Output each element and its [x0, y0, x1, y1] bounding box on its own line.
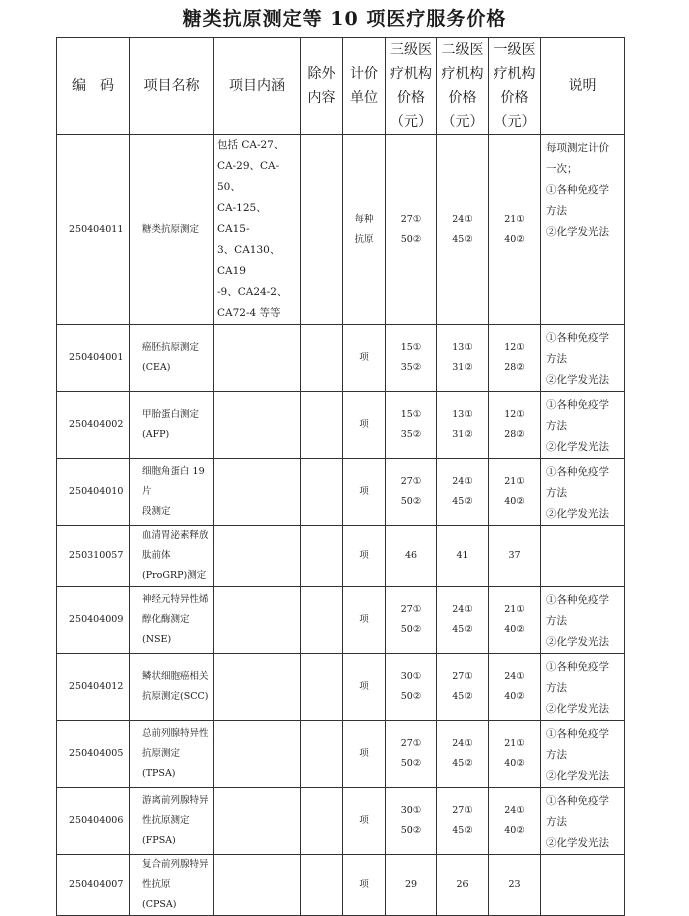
price-level3 — [386, 526, 437, 587]
price-level1 — [489, 459, 541, 526]
price-level2 — [437, 855, 489, 916]
cell-line: 包括 CA-27、 — [217, 139, 285, 151]
cell-line: 40② — [504, 691, 525, 702]
item-content — [214, 855, 301, 916]
cell-line: 12① — [504, 409, 525, 420]
item-note — [541, 721, 625, 788]
cell-line: 30① — [400, 671, 422, 682]
price-level1 — [489, 654, 541, 721]
cell-line: ①各种免疫学 — [546, 184, 609, 196]
cell-line: 35② — [400, 429, 422, 440]
header-unit — [343, 38, 386, 135]
item-unit — [343, 788, 386, 855]
cell-line: 疗机构 — [493, 66, 536, 82]
table-row — [57, 392, 625, 459]
price-level2 — [437, 721, 489, 788]
cell-line: ②化学发光法 — [546, 508, 609, 520]
item-name — [130, 392, 214, 459]
cell-line: 价格 — [448, 90, 477, 106]
cell-line: -9、CA24-2、 — [217, 286, 288, 298]
cell-line: 项 — [359, 815, 369, 826]
table-row — [57, 721, 625, 788]
cell-line: 项 — [359, 486, 369, 497]
item-note — [541, 587, 625, 654]
item-unit — [343, 855, 386, 916]
cell-line: 一级医 — [493, 42, 536, 58]
cell-line: 28② — [504, 362, 525, 373]
item-note — [541, 526, 625, 587]
price-level2 — [437, 459, 489, 526]
cell-line: 方法 — [546, 205, 567, 217]
price-level2 — [437, 587, 489, 654]
cell-line: 癌胚抗原测定 — [142, 342, 200, 353]
cell-line: 27① — [452, 805, 473, 816]
item-code: 250404001 — [57, 325, 130, 392]
cell-line: 方法 — [546, 682, 567, 694]
cell-line: ①各种免疫学 — [546, 661, 609, 673]
cell-line: 45② — [452, 624, 473, 635]
item-unit — [343, 325, 386, 392]
table-row — [57, 855, 625, 916]
cell-line: 30① — [400, 805, 422, 816]
price-level3 — [386, 654, 437, 721]
cell-line: 15① — [400, 342, 422, 353]
cell-line: 细胞角蛋白 19 片 — [142, 466, 205, 497]
price-level3 — [386, 587, 437, 654]
price-level1 — [489, 135, 541, 325]
item-code: 250404009 — [57, 587, 130, 654]
cell-line: 21① — [504, 476, 525, 487]
cell-line: （元） — [493, 114, 536, 130]
cell-line: 50② — [400, 691, 422, 702]
cell-line: ①各种免疫学 — [546, 399, 609, 411]
cell-line: 三级医 — [390, 42, 432, 58]
cell-line: 13① — [452, 342, 473, 353]
item-name — [130, 654, 214, 721]
item-note — [541, 135, 625, 325]
item-code: 250404002 — [57, 392, 130, 459]
item-content — [214, 788, 301, 855]
document-title: 糖类抗原测定等 10 项医疗服务价格 — [182, 8, 507, 30]
cell-line: 13① — [452, 409, 473, 420]
cell-line: 37 — [508, 550, 521, 561]
cell-line: 12① — [504, 342, 525, 353]
cell-line: 项 — [359, 419, 369, 430]
item-content — [214, 587, 301, 654]
item-name — [130, 587, 214, 654]
cell-line: (AFP) — [142, 429, 170, 440]
price-level1 — [489, 788, 541, 855]
cell-line: （元） — [390, 114, 432, 130]
price-level3 — [386, 721, 437, 788]
cell-line: 27① — [400, 738, 422, 749]
cell-line: 24① — [452, 738, 473, 749]
table-row — [57, 135, 625, 325]
cell-line: ②化学发光法 — [546, 837, 609, 849]
header-code: 编 码 — [57, 38, 130, 135]
cell-line: ①各种免疫学 — [546, 466, 609, 478]
cell-line: 45② — [452, 758, 473, 769]
cell-line: 45② — [452, 691, 473, 702]
cell-line: 醇化酶测定(NSE) — [142, 614, 190, 645]
item-excluded — [301, 788, 343, 855]
item-content — [214, 135, 301, 325]
header-name: 项目名称 — [130, 38, 214, 135]
header-row — [57, 38, 625, 135]
cell-line: (ProGRP)测定 — [142, 570, 207, 581]
item-code: 250404006 — [57, 788, 130, 855]
item-excluded — [301, 325, 343, 392]
item-name — [130, 855, 214, 916]
cell-line: 神经元特异性烯 — [142, 594, 209, 605]
item-name — [130, 721, 214, 788]
cell-line: 性抗原 — [142, 879, 171, 890]
cell-line: （元） — [441, 114, 484, 130]
cell-line: 抗原测定(SCC) — [142, 691, 209, 702]
item-unit — [343, 459, 386, 526]
item-note — [541, 392, 625, 459]
cell-line: 项 — [359, 352, 369, 363]
item-code: 250404012 — [57, 654, 130, 721]
cell-line: 27① — [400, 213, 422, 225]
cell-line: 方法 — [546, 749, 567, 761]
item-unit — [343, 587, 386, 654]
item-note — [541, 654, 625, 721]
price-level2 — [437, 392, 489, 459]
cell-line: 24① — [452, 476, 473, 487]
item-content — [214, 654, 301, 721]
cell-line: 抗原测定(TPSA) — [142, 748, 181, 779]
price-level2 — [437, 526, 489, 587]
item-unit — [343, 392, 386, 459]
header-price-level3 — [386, 38, 437, 135]
cell-line: 项 — [359, 748, 369, 759]
item-content — [214, 526, 301, 587]
cell-line: 50② — [400, 233, 422, 245]
cell-line: 24① — [452, 604, 473, 615]
cell-line: 计价 — [350, 66, 378, 82]
cell-line: 甲胎蛋白测定 — [142, 409, 200, 420]
cell-line: 总前列腺特异性 — [142, 728, 209, 739]
price-level3 — [386, 788, 437, 855]
cell-line: 40② — [504, 624, 525, 635]
price-level1 — [489, 855, 541, 916]
cell-line: CA-125、CA15- — [217, 202, 267, 235]
price-level3 — [386, 325, 437, 392]
cell-line: 肽前体 — [142, 550, 171, 561]
header-note: 说明 — [541, 38, 625, 135]
cell-line: 24① — [504, 805, 525, 816]
cell-line: 15① — [400, 409, 422, 420]
cell-line: ②化学发光法 — [546, 770, 609, 782]
item-excluded — [301, 721, 343, 788]
cell-line: ①各种免疫学 — [546, 728, 609, 740]
cell-line: ②化学发光法 — [546, 636, 609, 648]
cell-line: (CEA) — [142, 362, 171, 373]
header-price-level2 — [437, 38, 489, 135]
cell-line: 二级医 — [441, 42, 484, 58]
price-level1 — [489, 721, 541, 788]
item-content — [214, 459, 301, 526]
cell-line: 3、CA130、CA19 — [217, 244, 281, 277]
item-name — [130, 135, 214, 325]
cell-line: ①各种免疫学 — [546, 332, 609, 344]
item-excluded — [301, 855, 343, 916]
cell-line: 41 — [456, 550, 469, 561]
price-level2 — [437, 135, 489, 325]
cell-line: 40② — [504, 825, 525, 836]
price-level3 — [386, 135, 437, 325]
item-code: 250310057 — [57, 526, 130, 587]
item-name — [130, 459, 214, 526]
price-level3 — [386, 459, 437, 526]
item-code: 250404005 — [57, 721, 130, 788]
item-excluded — [301, 587, 343, 654]
cell-line: 血清胃泌素释放 — [142, 530, 209, 541]
cell-line: 26 — [456, 879, 469, 890]
cell-line: 29 — [404, 879, 418, 890]
item-excluded — [301, 654, 343, 721]
cell-line: CA-29、CA-50、 — [217, 160, 280, 193]
price-level1 — [489, 526, 541, 587]
table-row — [57, 788, 625, 855]
cell-line: 方法 — [546, 420, 567, 432]
cell-line: 40② — [504, 496, 525, 507]
cell-line: 35② — [400, 362, 422, 373]
cell-line: 方法 — [546, 487, 567, 499]
item-note — [541, 325, 625, 392]
item-excluded — [301, 392, 343, 459]
item-note — [541, 459, 625, 526]
cell-line: 一次； — [546, 163, 578, 175]
item-unit — [343, 654, 386, 721]
item-note — [541, 788, 625, 855]
price-level3 — [386, 392, 437, 459]
cell-line: 45② — [452, 233, 473, 245]
header-content: 项目内涵 — [214, 38, 301, 135]
item-name — [130, 788, 214, 855]
cell-line: 性抗原测定 — [142, 815, 190, 826]
item-content — [214, 325, 301, 392]
cell-line: 价格 — [500, 90, 529, 106]
cell-line: 鳞状细胞癌相关 — [142, 671, 209, 682]
cell-line: ②化学发光法 — [546, 703, 609, 715]
cell-line: 23 — [508, 879, 521, 890]
table-row — [57, 587, 625, 654]
cell-line: (FPSA) — [142, 835, 176, 846]
price-level2 — [437, 325, 489, 392]
table-row — [57, 654, 625, 721]
price-level2 — [437, 654, 489, 721]
item-content — [214, 392, 301, 459]
cell-line: 方法 — [546, 816, 567, 828]
price-level1 — [489, 587, 541, 654]
cell-line: 项 — [359, 614, 369, 625]
cell-line: 段测定 — [142, 506, 171, 517]
cell-line: 21① — [504, 604, 525, 615]
table-body — [57, 135, 625, 916]
cell-line: 40② — [504, 233, 525, 245]
cell-line: 46 — [404, 550, 418, 561]
price-table — [56, 37, 625, 916]
table-row — [57, 325, 625, 392]
item-excluded — [301, 135, 343, 325]
cell-line: (CPSA) — [142, 899, 177, 910]
cell-line: 45② — [452, 496, 473, 507]
price-level3 — [386, 855, 437, 916]
cell-line: 50② — [400, 825, 422, 836]
item-code: 250404011 — [57, 135, 130, 325]
price-level1 — [489, 325, 541, 392]
cell-line: 40② — [504, 758, 525, 769]
cell-line: 除外 — [307, 66, 336, 82]
cell-line: 项 — [359, 681, 369, 692]
cell-line: 价格 — [397, 90, 425, 106]
header-price-level1 — [489, 38, 541, 135]
cell-line: 每项测定计价 — [546, 142, 609, 154]
cell-line: 45② — [452, 825, 473, 836]
price-level2 — [437, 788, 489, 855]
cell-line: 糖类抗原测定 — [142, 223, 200, 235]
cell-line: 50② — [400, 624, 422, 635]
cell-line: 27① — [400, 476, 422, 487]
cell-line: 每种 — [354, 213, 374, 225]
cell-line: 疗机构 — [441, 66, 484, 82]
item-content — [214, 721, 301, 788]
cell-line: 抗原 — [354, 233, 374, 245]
header-excluded — [301, 38, 343, 135]
cell-line: 内容 — [307, 90, 336, 106]
cell-line: ②化学发光法 — [546, 441, 609, 453]
cell-line: 24① — [504, 671, 525, 682]
item-name — [130, 325, 214, 392]
item-excluded — [301, 459, 343, 526]
item-excluded — [301, 526, 343, 587]
price-level1 — [489, 392, 541, 459]
table-row — [57, 526, 625, 587]
item-unit — [343, 526, 386, 587]
cell-line: 24① — [452, 213, 473, 225]
item-code: 250404010 — [57, 459, 130, 526]
cell-line: 方法 — [546, 615, 567, 627]
cell-line: 31② — [452, 362, 473, 373]
cell-line: ①各种免疫学 — [546, 795, 609, 807]
cell-line: 31② — [452, 429, 473, 440]
cell-line: 50② — [400, 758, 422, 769]
cell-line: 方法 — [546, 353, 567, 365]
table-row — [57, 459, 625, 526]
cell-line: 27① — [400, 604, 422, 615]
cell-line: ②化学发光法 — [546, 374, 609, 386]
item-note — [541, 855, 625, 916]
item-unit — [343, 135, 386, 325]
cell-line: ②化学发光法 — [546, 226, 609, 238]
cell-line: 21① — [504, 738, 525, 749]
item-unit — [343, 721, 386, 788]
cell-line: 项 — [359, 879, 369, 890]
cell-line: ①各种免疫学 — [546, 594, 609, 606]
cell-line: 50② — [400, 496, 422, 507]
cell-line: 单位 — [350, 90, 378, 106]
item-name — [130, 526, 214, 587]
item-code: 250404007 — [57, 855, 130, 916]
cell-line: 疗机构 — [390, 66, 432, 82]
cell-line: 游离前列腺特异 — [142, 795, 209, 806]
cell-line: 21① — [504, 213, 525, 225]
cell-line: 27① — [452, 671, 473, 682]
cell-line: 项 — [359, 550, 369, 561]
cell-line: CA72-4 等等 — [217, 307, 281, 319]
cell-line: 28② — [504, 429, 525, 440]
cell-line: 复合前列腺特异 — [142, 859, 209, 870]
